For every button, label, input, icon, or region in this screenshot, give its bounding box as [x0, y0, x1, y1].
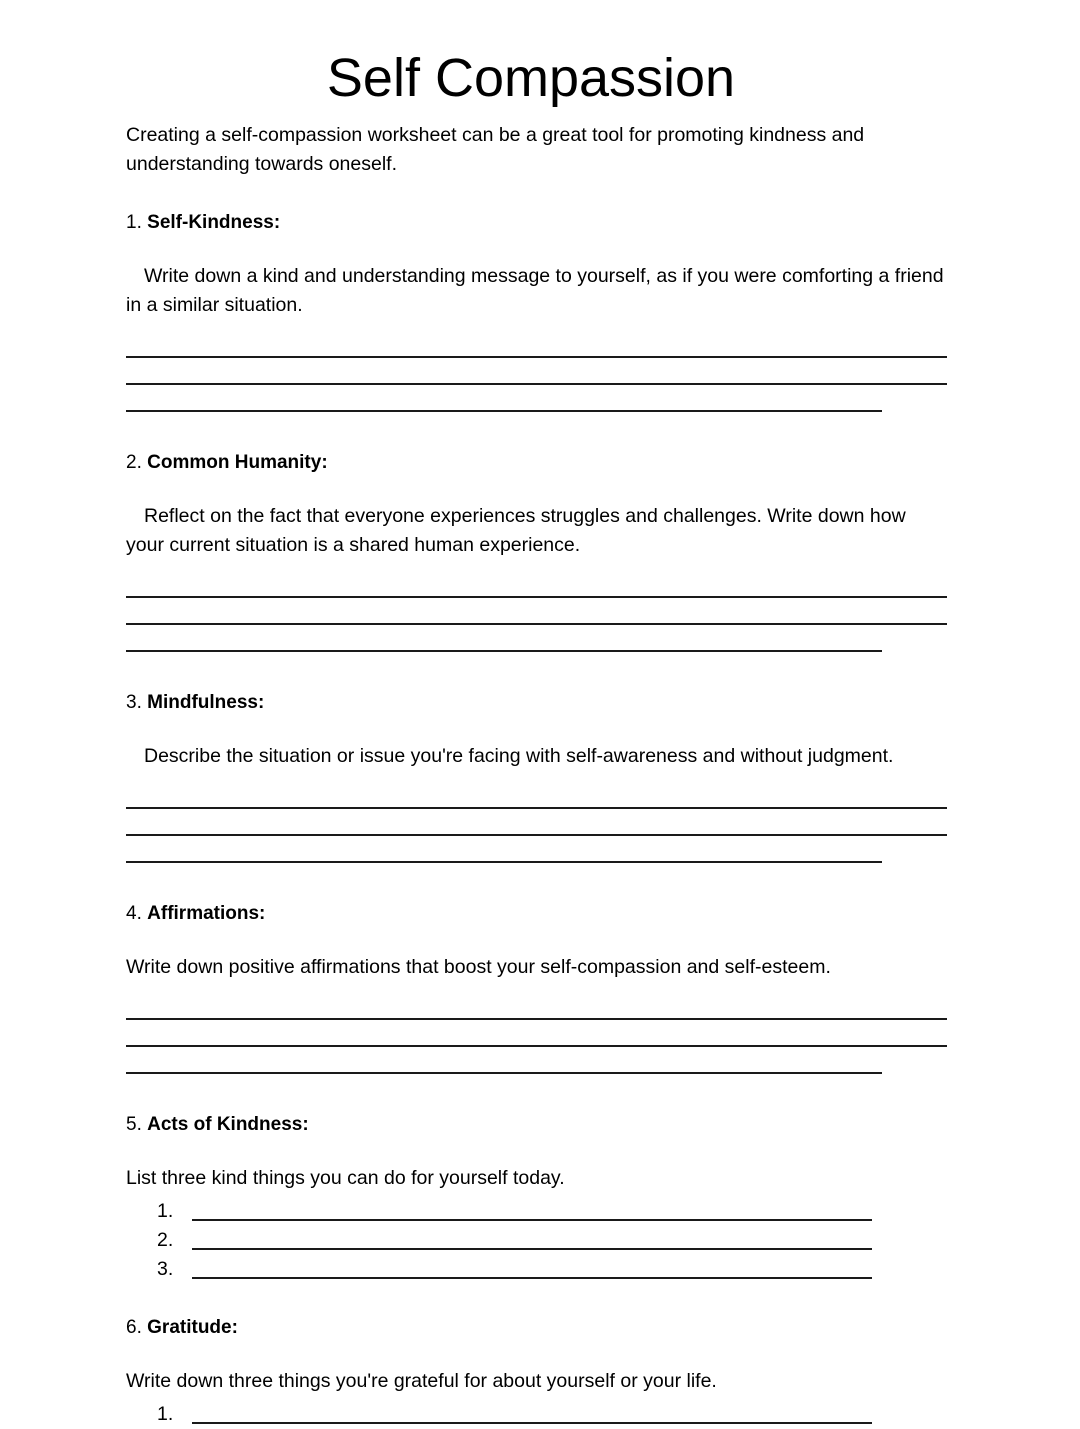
section-number: 4.	[126, 902, 142, 924]
answer-line[interactable]	[126, 392, 948, 419]
section-number: 3.	[126, 691, 142, 713]
list-item-rule	[192, 1248, 872, 1250]
answer-rule	[126, 834, 947, 836]
answer-rule	[126, 383, 947, 385]
numbered-answer-list	[126, 1193, 948, 1284]
answer-rule	[126, 623, 947, 625]
worksheet-section	[126, 659, 948, 870]
list-item-number: 2.	[157, 1228, 174, 1251]
list-item[interactable]	[126, 1255, 948, 1284]
answer-rule	[126, 650, 882, 652]
worksheet-section	[126, 1284, 948, 1429]
section-heading	[126, 870, 948, 927]
section-number: 1.	[126, 211, 142, 233]
answer-lines	[126, 320, 948, 419]
section-body: Write down positive affirmations that boost your self-compassion and self-esteem.	[126, 955, 831, 978]
list-item-rule	[192, 1219, 872, 1221]
answer-lines	[126, 560, 948, 659]
answer-rule	[126, 807, 947, 809]
answer-line[interactable]	[126, 578, 948, 605]
worksheet-section	[126, 870, 948, 1081]
list-item[interactable]	[126, 1226, 948, 1255]
list-item[interactable]	[126, 1400, 948, 1429]
answer-line[interactable]	[126, 1054, 948, 1081]
answer-line[interactable]	[126, 338, 948, 365]
section-heading	[126, 659, 948, 716]
answer-line[interactable]	[126, 789, 948, 816]
section-body: Write down three things you're grateful for about yourself or your life.	[126, 1369, 717, 1392]
answer-line[interactable]	[126, 632, 948, 659]
answer-rule	[126, 861, 882, 863]
document-content	[126, 0, 948, 1429]
list-item-rule	[192, 1277, 872, 1279]
answer-line[interactable]	[126, 816, 948, 843]
list-item-number: 1.	[157, 1402, 174, 1425]
answer-line[interactable]	[126, 1027, 948, 1054]
answer-rule	[126, 1018, 947, 1020]
section-number: 5.	[126, 1113, 142, 1135]
section-title: Affirmations:	[147, 902, 266, 924]
intro-paragraph: Creating a self-compassion worksheet can be a great tool for promoting kindness and understanding towards oneself.	[126, 123, 865, 175]
section-heading	[126, 179, 948, 236]
answer-lines	[126, 982, 948, 1081]
section-title: Common Humanity:	[147, 451, 328, 473]
section-number: 2.	[126, 451, 142, 473]
section-title: Mindfulness:	[147, 691, 265, 713]
section-heading	[126, 1284, 948, 1341]
answer-line[interactable]	[126, 605, 948, 632]
answer-line[interactable]	[126, 843, 948, 870]
answer-line[interactable]	[126, 365, 948, 392]
worksheet-section	[126, 1081, 948, 1284]
answer-rule	[126, 596, 947, 598]
answer-line[interactable]	[126, 1000, 948, 1027]
answer-rule	[126, 410, 882, 412]
answer-rule	[126, 1072, 882, 1074]
answer-lines	[126, 771, 948, 870]
answer-rule	[126, 356, 947, 358]
section-body: List three kind things you can do for yourself today.	[126, 1166, 565, 1189]
list-item-number: 3.	[157, 1257, 174, 1280]
section-title: Acts of Kindness:	[147, 1113, 309, 1135]
list-item-rule	[192, 1422, 872, 1424]
section-body: Write down a kind and understanding message to yourself, as if you were comforting a friend in a similar situation.	[126, 264, 944, 316]
numbered-answer-list	[126, 1396, 948, 1429]
section-body: Describe the situation or issue you're facing with self-awareness and without judgment.	[144, 744, 894, 767]
sections-container	[126, 179, 948, 1429]
section-body: Reflect on the fact that everyone experiences struggles and challenges. Write down how your current situation is a shared human experience.	[126, 504, 906, 556]
worksheet-section	[126, 419, 948, 659]
list-item-number: 1.	[157, 1199, 174, 1222]
worksheet-section	[126, 179, 948, 419]
section-number: 6.	[126, 1316, 142, 1338]
page-title: Self Compassion	[326, 48, 736, 108]
list-item[interactable]	[126, 1197, 948, 1226]
section-heading	[126, 419, 948, 476]
section-title: Self-Kindness:	[147, 211, 281, 233]
section-heading	[126, 1081, 948, 1138]
answer-rule	[126, 1045, 947, 1047]
section-title: Gratitude:	[147, 1316, 238, 1338]
